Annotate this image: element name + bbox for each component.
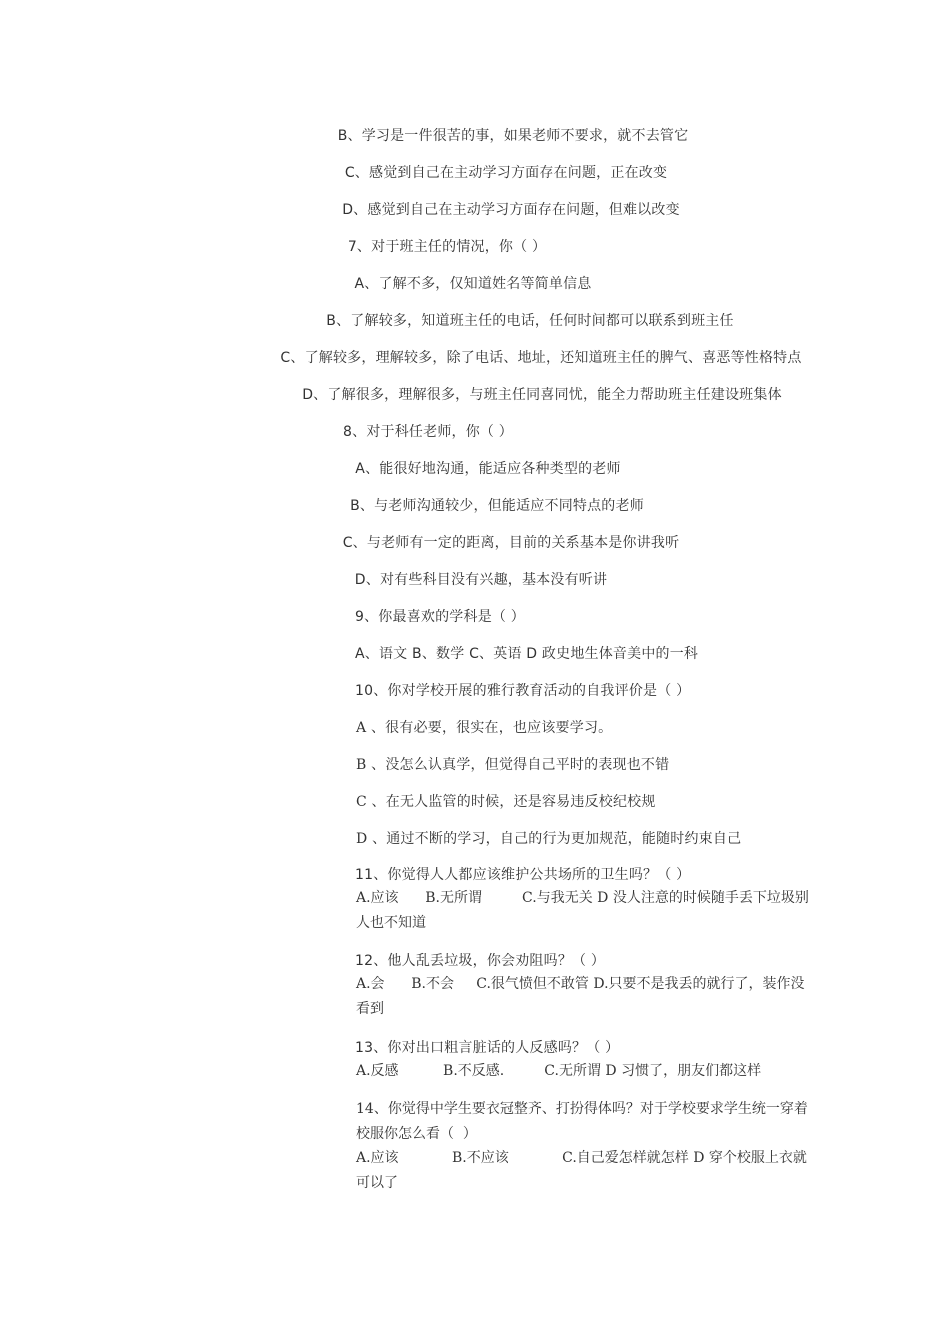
q13-question: 13、你对出口粗言脏话的人反感吗？（ ） [355, 1040, 620, 1056]
q10-option-c: C 、在无人监管的时候，还是容易违反校纪校规 [356, 794, 656, 810]
q7-option-b: B、了解较多，知道班主任的电话，任何时间都可以联系到班主任 [326, 313, 734, 329]
q7-option-a: A、了解不多，仅知道姓名等简单信息 [354, 276, 592, 292]
q14-options: A.应该 B.不应该 C.自己爱怎样就怎样 D 穿个校服上衣就可以了 [356, 1150, 807, 1191]
q8-question: 8、对于科任老师，你（ ） [343, 424, 513, 440]
q9-question: 9、你最喜欢的学科是（ ） [355, 609, 525, 625]
q10-option-d: D 、通过不断的学习，自己的行为更加规范，能随时约束自己 [356, 831, 742, 847]
q11-options: A.应该 B.无所谓 C.与我无关 D 没人注意的时候随手丢下垃圾别人也不知道 [356, 890, 809, 931]
q8-option-c: C、与老师有一定的距离，目前的关系基本是你讲我听 [342, 535, 680, 551]
q11-question: 11、你觉得人人都应该维护公共场所的卫生吗？（ ） [355, 867, 691, 883]
q8-option-b: B、与老师沟通较少，但能适应不同特点的老师 [350, 498, 644, 514]
q7-option-d: D、了解很多，理解很多，与班主任同喜同忧，能全力帮助班主任建设班集体 [302, 387, 782, 403]
q12-options: A.会 B.不会 C.很气愤但不敢管 D.只要不是我丢的就行了，装作没看到 [356, 976, 805, 1017]
q12-question: 12、他人乱丢垃圾，你会劝阻吗？（ ） [355, 953, 606, 969]
q8-option-a: A、能很好地沟通，能适应各种类型的老师 [355, 461, 621, 477]
q14-question: 14、你觉得中学生要衣冠整齐、打扮得体吗？对于学校要求学生统一穿着校服你怎么看（ ） [356, 1101, 808, 1142]
q10-option-a: A 、很有必要，很实在，也应该要学习。 [356, 720, 613, 736]
q10-question: 10、你对学校开展的雅行教育活动的自我评价是（ ） [355, 683, 691, 699]
q7-question: 7、对于班主任的情况，你（ ） [347, 239, 547, 255]
q8-option-d: D、对有些科目没有兴趣，基本没有听讲 [354, 572, 608, 588]
q6-option-c: C、感觉到自己在主动学习方面存在问题，正在改变 [344, 165, 668, 181]
q6-option-b: B、学习是一件很苦的事，如果老师不要求，就不去管它 [337, 128, 689, 144]
q10-option-b: B 、没怎么认真学，但觉得自己平时的表现也不错 [356, 757, 670, 773]
q13-options: A.反感 B.不反感. C.无所谓 D 习惯了，朋友们都这样 [356, 1063, 762, 1079]
q9-options: A、语文 B、数学 C、英语 D 政史地生体音美中的一科 [355, 646, 699, 662]
q7-option-c: C、了解较多，理解较多，除了电话、地址，还知道班主任的脾气、喜恶等性格特点 [280, 350, 802, 366]
q6-option-d: D、感觉到自己在主动学习方面存在问题，但难以改变 [342, 202, 680, 218]
